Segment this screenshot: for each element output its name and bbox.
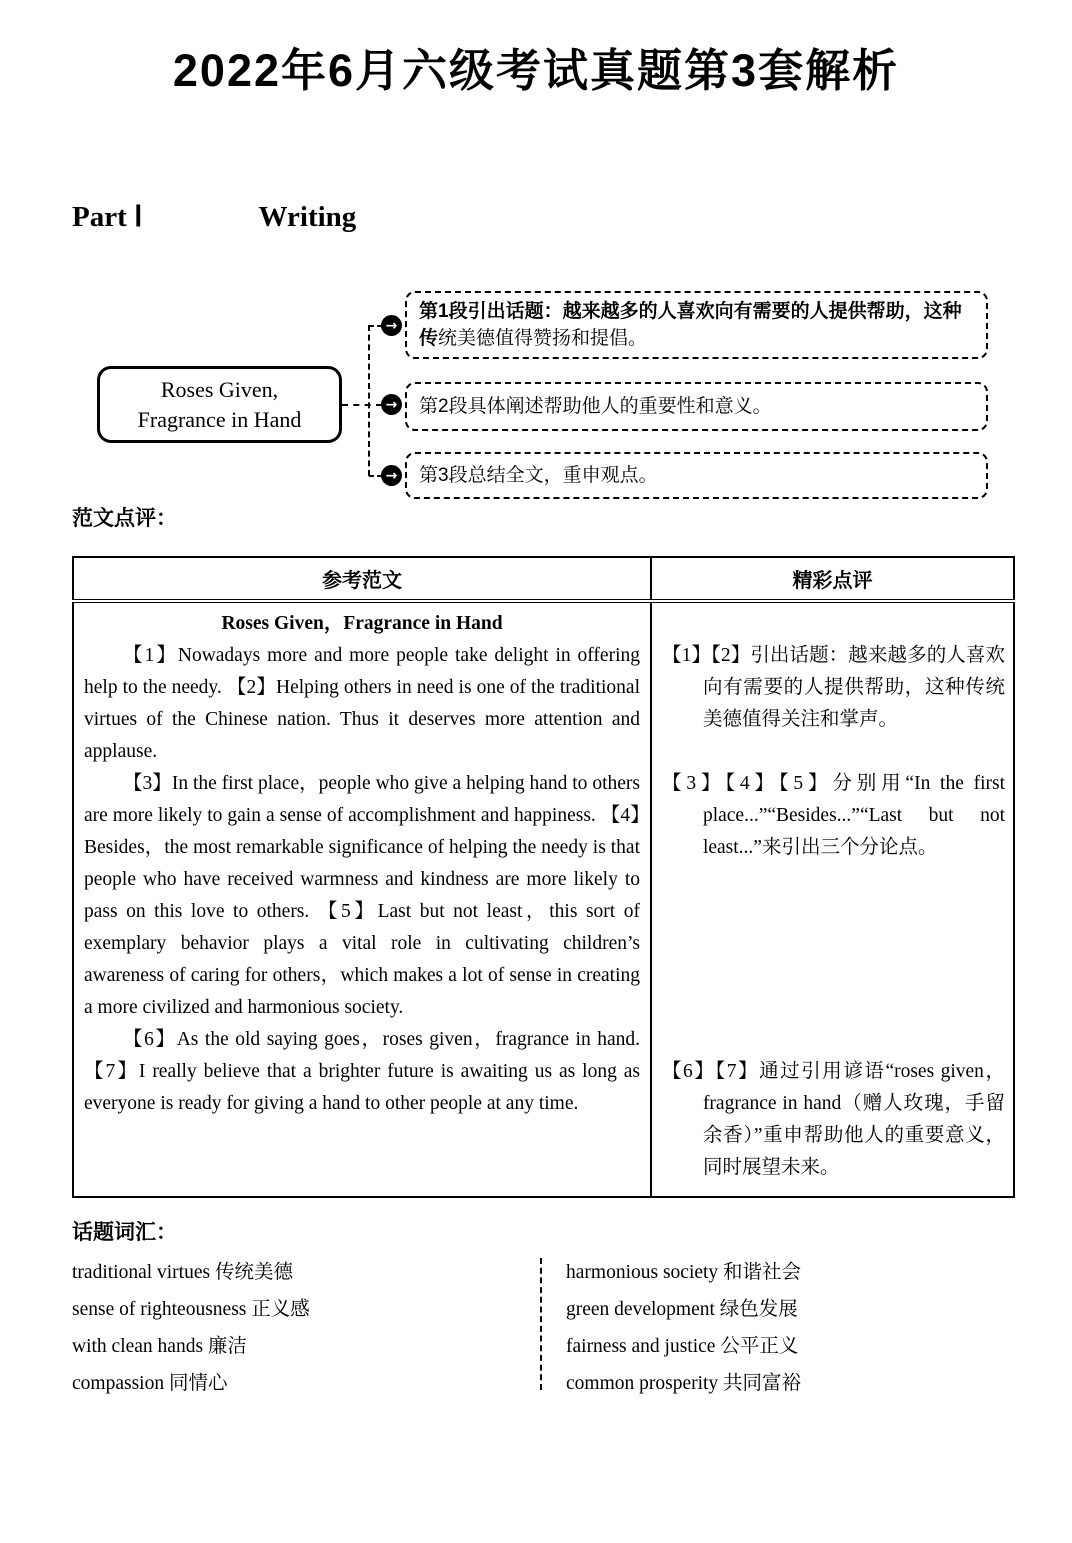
topic-box-line-1: Roses Given, [160,376,279,402]
connector-line [342,404,382,406]
arrow-circle-icon: → [381,315,402,336]
comment-cell [651,601,1014,1197]
outline-branch-2-text: 第2段具体阐述帮助他人的重要性和意义。 [419,396,772,417]
part-label: Part Ⅰ [72,201,143,233]
arrow-circle-icon: → [381,465,402,486]
outline-branch-1-bold-text: 第1段引出话题：越来越多的人喜欢向有需要的人提供帮助，这种传 [419,301,962,349]
vocab-item: harmonious society 和谐社会 [566,1262,802,1283]
part-heading [72,200,1072,234]
part-title: Writing [258,201,357,233]
table-header-row [73,557,1014,601]
vocab-item: with clean hands 廉洁 [72,1336,247,1357]
arrow-circle-icon: → [381,394,402,415]
vocab-item: sense of righteousness 正义感 [72,1299,310,1320]
vocab-item: common prosperity 共同富裕 [566,1373,802,1394]
column-header-comment: 精彩点评 [651,557,1014,601]
vocab-item: green development 绿色发展 [566,1299,798,1320]
connector-line [368,325,370,476]
comment-block-1: 【1】【2】引出话题：越来越多的人喜欢向有需要的人提供帮助，这种传统美德值得关注和掌声。 [662,645,1005,730]
outline-branch-2 [405,382,988,431]
comment-block-3: 【6】【7】通过引用谚语“roses given，fragrance in hand（赠人玫瑰，手留余香）”重申帮助他人的重要意义，同时展望未来。 [662,1061,1005,1178]
vocab-section-label: 话题词汇： [72,1221,177,1244]
page-title: 2022年6月六级考试真题第3套解析 [172,45,900,96]
review-section-label: 范文点评： [72,507,177,530]
essay-paragraph-2: 【3】In the first place，people who give a helping hand to others are more likely to gain a sense of accomplishment and happiness. 【4】Besides，the most remarkable significance of helping the needy is that people who have received warmness and kindness are more likely to pass on this love to others. 【5】Last but not least，this sort of exemplary behavior plays a vital role in cultivating children’s awareness of caring for others，which makes a lot of sense in creating a more civilized and harmonious society. [84,773,640,1018]
essay-paragraph-1: 【1】Nowadays more and more people take delight in offering help to the needy. 【2】Helping others in need is one of the traditional virtues of the Chinese nation. Thus it deserves more attention and applause. [84,645,640,762]
essay-paragraph-3: 【6】As the old saying goes，roses given，fragrance in hand. 【7】I really believe that a brighter future is awaiting us as long as everyone is ready for giving a hand to other people at any time. [84,1029,640,1114]
essay-cell [73,601,651,1197]
vocab-section [72,1254,1072,1402]
vocab-item: compassion 同情心 [72,1373,228,1394]
topic-box [97,366,342,443]
review-table [72,556,1015,1198]
column-header-essay: 参考范文 [73,557,651,601]
outline-branch-3-text: 第3段总结全文，重申观点。 [419,465,658,486]
topic-box-line-2: Fragrance in Hand [137,406,302,432]
essay-title: Roses Given，Fragrance in Hand [221,613,503,634]
vocab-left-list [72,1254,540,1402]
essay-outline-diagram [0,288,1072,500]
outline-branch-1 [405,291,988,359]
outline-branch-3 [405,452,988,499]
table-body-row [73,601,1014,1197]
vocab-item: fairness and justice 公平正义 [566,1336,799,1357]
outline-branch-1-text: 统美德值得赞扬和提倡。 [438,328,648,349]
vocab-item: traditional virtues 传统美德 [72,1262,293,1283]
comment-block-2: 【3】【4】【5】分别用“In the first place...”“Besides...”“Last but not least...”来引出三个分论点。 [662,773,1005,858]
vocab-right-list [542,1254,801,1402]
